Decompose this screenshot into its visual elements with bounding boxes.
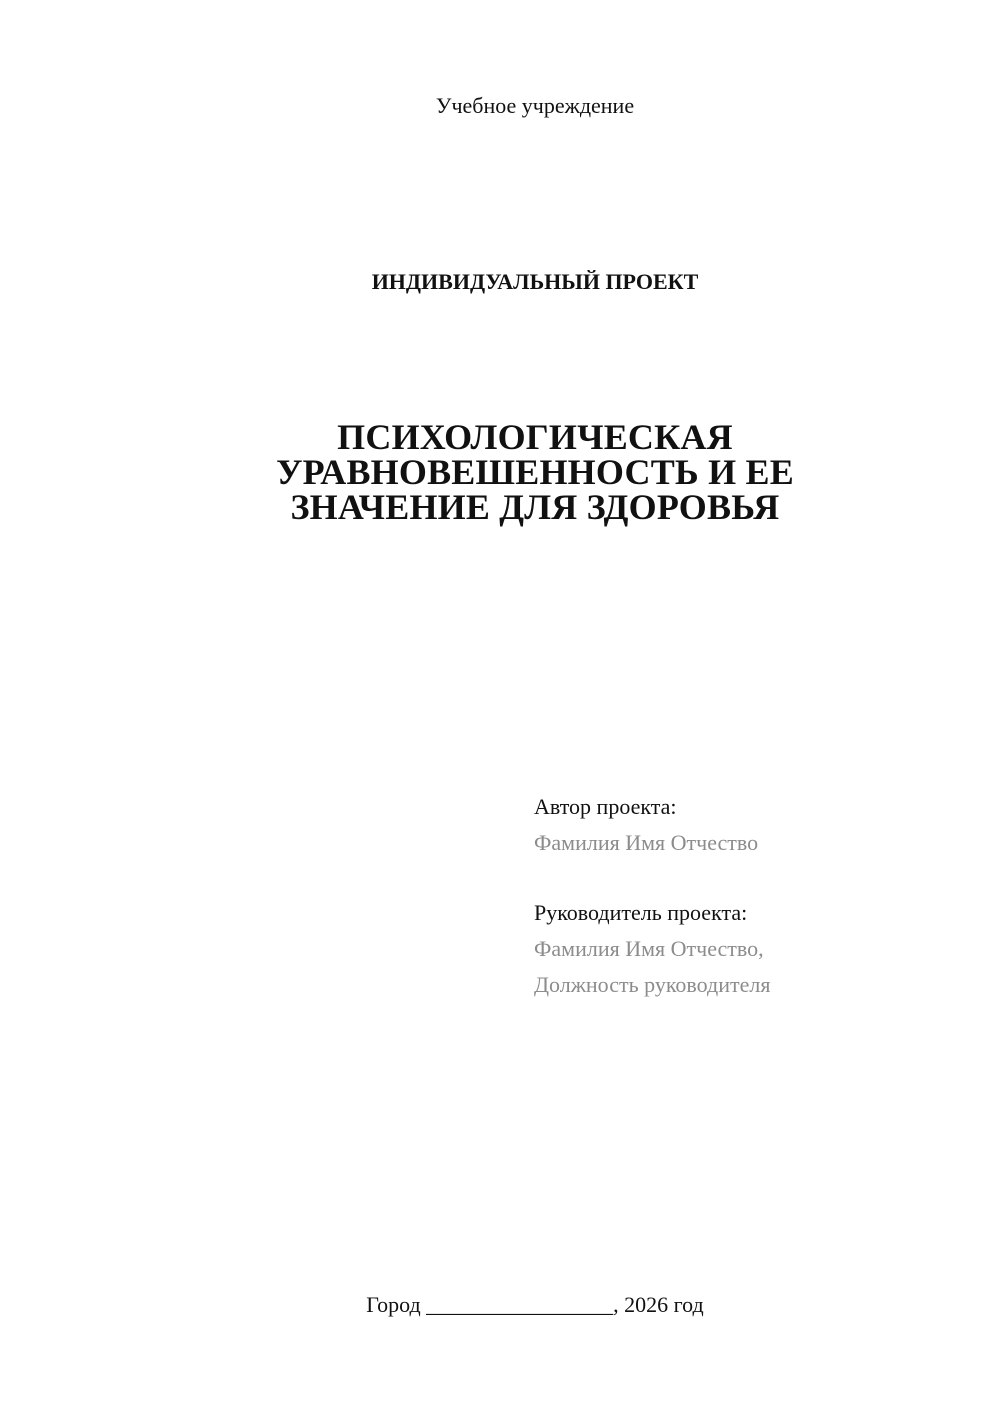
supervisor-position: Должность руководителя: [534, 972, 771, 997]
credits-spacer: [534, 861, 974, 895]
title-line: ПСИХОЛОГИЧЕСКАЯ: [337, 417, 733, 457]
supervisor-name: Фамилия Имя Отчество,: [534, 936, 764, 961]
institution-name: Учебное учреждение: [435, 93, 635, 118]
author-name: Фамилия Имя Отчество: [534, 830, 759, 855]
project-title: [0, 417, 1000, 527]
document-type: ИНДИВИДУАЛЬНЫЙ ПРОЕКТ: [371, 269, 699, 294]
author-label: Автор проекта:: [534, 794, 677, 819]
city-year-line: Город _________________, 2026 год: [366, 1292, 704, 1317]
title-line: ЗНАЧЕНИЕ ДЛЯ ЗДОРОВЬЯ: [290, 487, 780, 527]
supervisor-label: Руководитель проекта:: [534, 900, 748, 925]
title-line: УРАВНОВЕШЕННОСТЬ И ЕЕ: [276, 452, 794, 492]
project-credits: [534, 789, 974, 1003]
